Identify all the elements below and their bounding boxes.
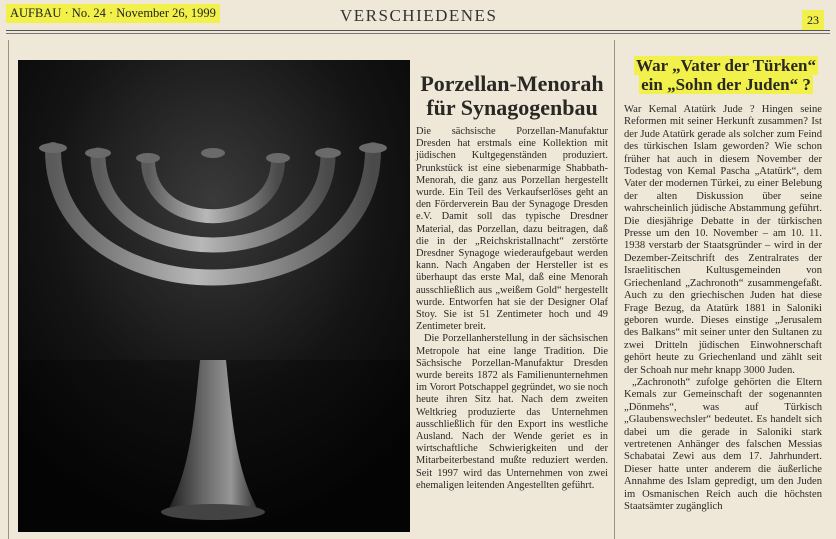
header-rule bbox=[6, 30, 830, 31]
page-number: 23 bbox=[802, 10, 824, 30]
article-body bbox=[416, 126, 608, 492]
sidebar-body bbox=[624, 104, 822, 513]
article-paragraph: Die Porzellanherstellung in der sächsischen Metropole hat eine lange Tradition. Die Sächsische Porzellan-Manufaktur Dresden wurde bereits 1872 als Familienunternehmen im Vorort Potschappel gegründet, wo sie noch heute ihren Sitz hat. Nach dem zweiten Weltkrieg produzierte das Unternehmen ausschließlich für den Export ins westliche Ausland. Nach der Wende geriet es in wirtschaftliche Schwierigkeiten und der Mitarbeiterbestand mußte reduziert werden. Seit 1997 wird das Unternehmen von zwei ehemaligen leitenden Angestellten geführt. bbox=[416, 333, 608, 491]
sidebar-title-line2: ein „Sohn der Juden“ ? bbox=[641, 75, 811, 94]
menorah-photo bbox=[18, 60, 410, 532]
article-title: Porzellan-Menorah für Synagogenbau bbox=[420, 71, 604, 120]
article-paragraph: Die sächsische Porzellan-Manufaktur Dresden hat erstmals eine Kollektion mit jüdischen Kultgegenständen produziert. Prunkstück ist eine siebenarmige Shabbath-Menorah, die ganz aus Porzellan hergestellt wurde. Ein Teil des Verkaufserlöses geht an den Förderverein Bau der Synagoge Dresden e.V. Damit soll das typische Dresdner Material, das Porzellan, dazu beitragen, daß die in der „Reichskristallnacht“ zerstörte Dresdner Synagoge wiederaufgebaut werden kann. Nach Angaben der Hersteller ist es überhaupt das erste Mal, daß eine Menorah ausschließlich aus „weißem Gold“ hergestellt wurde. Entworfen hat sie der Designer Olaf Stoy. Sie ist 51 Zentimeter hoch und 49 Zentimeter breit. bbox=[416, 126, 608, 333]
left-border bbox=[8, 40, 9, 539]
sidebar-title-line1: War „Vater der Türken“ bbox=[636, 56, 816, 75]
sidebar-title bbox=[626, 56, 826, 94]
section-title: VERSCHIEDENES bbox=[340, 6, 498, 25]
header-rule-secondary bbox=[6, 33, 830, 34]
column-divider bbox=[614, 40, 615, 539]
masthead: AUFBAU · No. 24 · November 26, 1999 bbox=[6, 4, 220, 23]
sidebar-paragraph: „Zachronoth“ zufolge gehörten die Eltern Kemals zur Gemeinschaft der sogenannten „Dönmehs“, was auf Türkisch „Glaubenswechsler“ bedeutet. Es handelt sich dabei um die gerade in Saloniki stark vertretenen Anhänger des falschen Messias Schabatai Zewi aus dem 17. Jahrhundert. Dieser hatte unter anderem die äußerliche Annahme des Islam gepredigt, um den Juden im Osmanischen Reich auch die höchsten Staatsämter zugänglich bbox=[624, 376, 822, 512]
sidebar-paragraph: War Kemal Atatürk Jude ? Hingen seine Reformen mit seiner Herkunft zusammen? Ist der Jude Atatürk gerade als solcher zum Feind des türkischen Islam geworden? Wie schon früher hat auch in diesem November der Todestag von Kemal Pascha „Atatürk“, dem Vater der modernen Türkei, zu einer Belebung der alten Diskussion über seine wahrscheinlich jüdische Abstammung geführt. Die diesjährige Debatte in der türkischen Presse um den 10. November – am 10. 11. 1938 verstarb der Staatsgründer – wird in der Dezember-Zeitschrift des Zentralrates der Israelitischen Kultusgemeinden von Griechenland „Zachronoth“ zusammengefaßt. Auch zu den griechischen Juden hat diese Frage Bezug, da Atatürk 1881 in Saloniki geboren wurde. Dieses einstige „Jerusalem des Balkans“ mit seiner unter den Sultanen zu zwei Dritteln jüdischen Einwohnerschaft gehört heute zu Griechenland und zählt seit der Schoah nur mehr knapp 3000 Juden. bbox=[624, 104, 822, 376]
menorah-image bbox=[18, 60, 410, 532]
